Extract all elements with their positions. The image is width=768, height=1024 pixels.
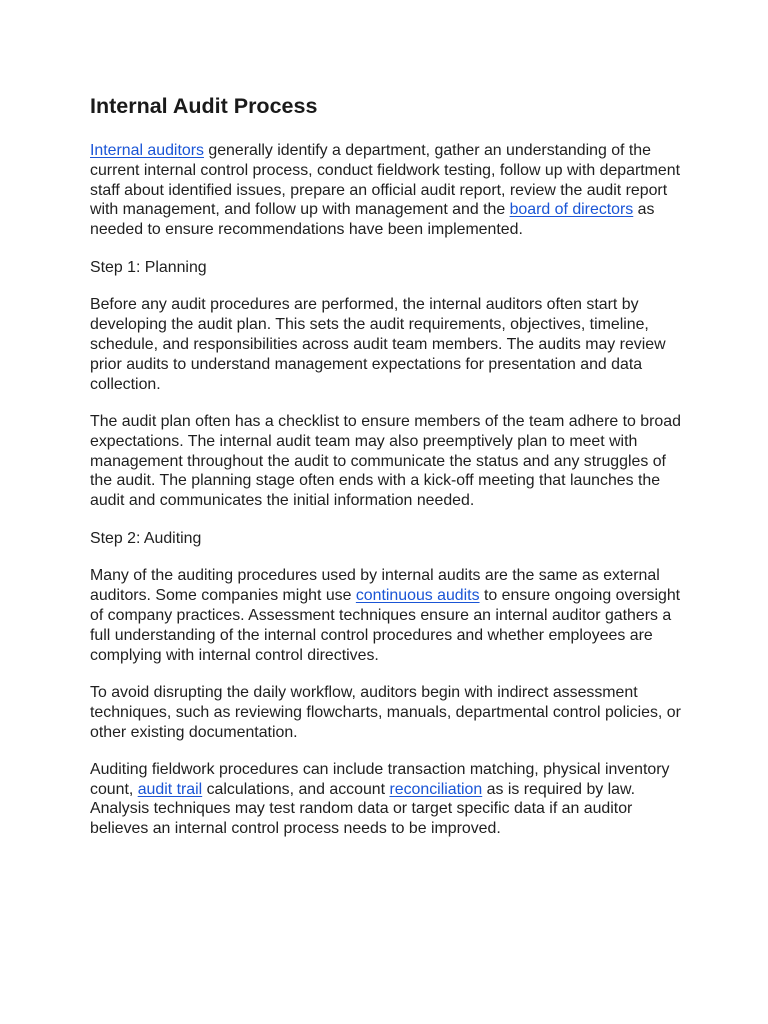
reconciliation-link[interactable]: reconciliation bbox=[389, 780, 483, 798]
auditing-p3-text-2: calculations, and account bbox=[202, 780, 390, 798]
audit-trail-link[interactable]: audit trail bbox=[137, 780, 203, 798]
auditing-p3-text-3: as is required by law. Analysis techniques may test random data or target specific data if an auditor believes an internal control process needs to be improved. bbox=[90, 780, 636, 838]
intro-paragraph bbox=[90, 141, 682, 240]
planning-paragraph-2: The audit plan often has a checklist to ensure members of the team adhere to broad expectations. The internal audit team may also preemptively plan to meet with management throughout the audit to communicate the status and any struggles of the audit. The planning stage often ends with a kick-off meeting that launches the audit and communicates the initial information needed. bbox=[90, 412, 681, 510]
board-of-directors-link[interactable]: board of directors bbox=[509, 201, 634, 219]
step-1-heading: Step 1: Planning bbox=[90, 258, 207, 276]
intro-text-2: as needed to ensure recommendations have been implemented. bbox=[90, 201, 655, 239]
auditing-paragraph-2: To avoid disrupting the daily workflow, auditors begin with indirect assessment techniques, such as reviewing flowcharts, manuals, departmental control policies, or other existing documentation. bbox=[90, 683, 681, 741]
auditing-paragraph-3 bbox=[90, 760, 682, 839]
page-title: Internal Audit Process bbox=[90, 94, 318, 118]
intro-text-1: generally identify a department, gather an understanding of the current internal control process, conduct fieldwork testing, follow up with department staff about identified issues, prepare an official audit report, review the audit report with management, and follow up with management and the bbox=[90, 142, 681, 219]
auditing-p3-text-1: Auditing fieldwork procedures can include transaction matching, physical inventory count, bbox=[90, 760, 670, 798]
auditing-p1-text-1: Many of the auditing procedures used by internal audits are the same as external auditors. Some companies might use bbox=[90, 567, 660, 605]
step-2-heading: Step 2: Auditing bbox=[90, 529, 202, 547]
auditing-paragraph-1 bbox=[90, 566, 682, 665]
auditing-p1-text-2: to ensure ongoing oversight of company practices. Assessment techniques ensure an internal auditor gathers a full understanding of the internal control procedures and whether employees are complying with internal control directives. bbox=[90, 587, 681, 664]
internal-auditors-link[interactable]: Internal auditors bbox=[90, 142, 204, 159]
document-page bbox=[90, 92, 682, 857]
continuous-audits-link[interactable]: continuous audits bbox=[355, 587, 480, 605]
planning-paragraph-1: Before any audit procedures are performed, the internal auditors often start by developing the audit plan. This sets the audit requirements, objectives, timeline, schedule, and responsibilities across audit team members. The audits may review prior audits to understand management expectations for presentation and data collection. bbox=[90, 296, 666, 393]
